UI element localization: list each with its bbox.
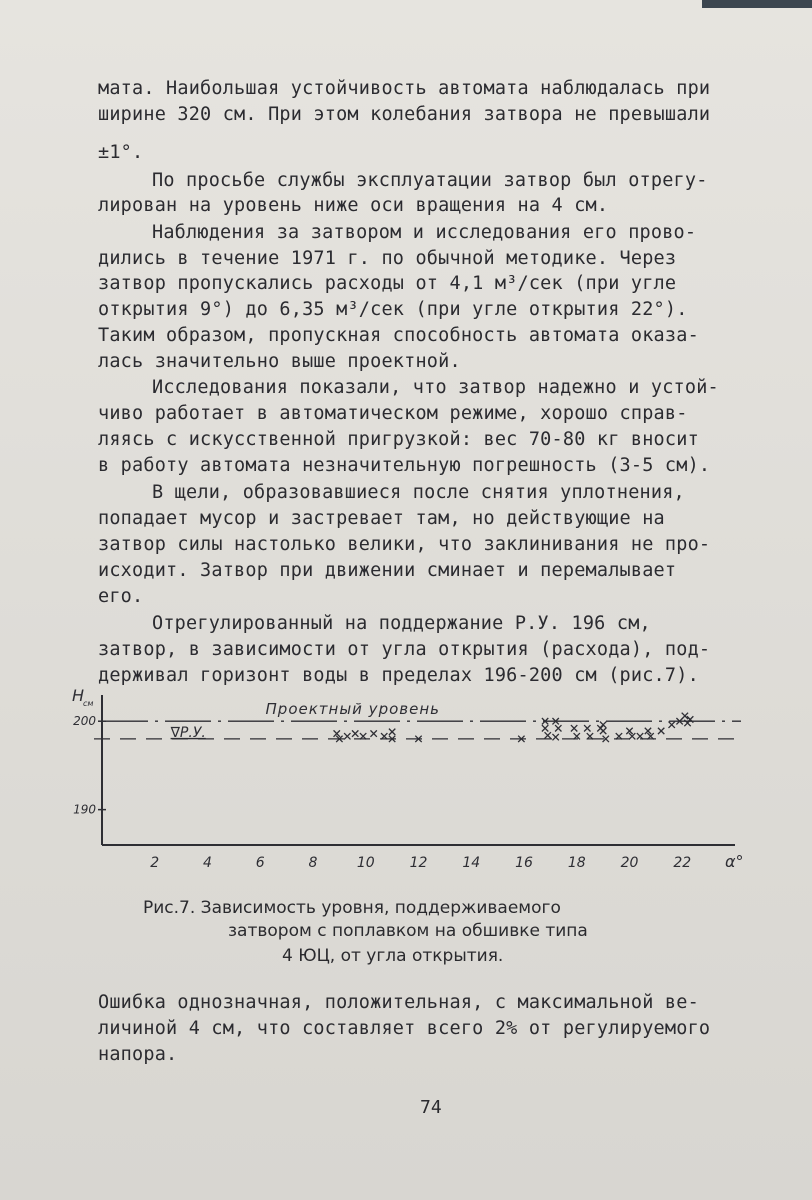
text-line: Отрегулированный на поддержание Р.У. 196 см, bbox=[152, 613, 651, 634]
x-tick-label: 6 bbox=[255, 855, 265, 871]
text-line: попадает мусор и застревает там, но действующие на bbox=[98, 508, 665, 529]
data-point-x-marker bbox=[370, 730, 376, 736]
design-level-label: Проектный уровень bbox=[265, 700, 440, 719]
y-axis-label-unit: см bbox=[83, 699, 94, 708]
figure-caption-line-3: 4 ЮЦ, от угла открытия. bbox=[282, 946, 504, 966]
x-tick-label: 2 bbox=[150, 855, 160, 871]
text-line: открытия 9°) до 6,35 м³/сек (при угле открытия 22°). bbox=[98, 299, 688, 320]
figure-caption-line-2: затвором с поплавком на обшивке типа bbox=[228, 921, 588, 941]
text-line: напора. bbox=[98, 1044, 178, 1065]
text-line: Таким образом, пропускная способность автомата оказа- bbox=[98, 325, 699, 346]
text-line: личиной 4 см, что составляет всего 2% от регулируемого bbox=[98, 1018, 711, 1039]
text-line: затвор силы настолько велики, что заклинивания не про- bbox=[98, 534, 711, 555]
data-point-x-marker bbox=[344, 733, 350, 739]
page-corner-shadow bbox=[702, 0, 812, 8]
data-point-x-marker bbox=[600, 728, 606, 734]
data-point-x-marker bbox=[555, 725, 561, 731]
text-line: дились в течение 1971 г. по обычной методике. Через bbox=[98, 248, 677, 269]
x-tick-label: 10 bbox=[356, 855, 375, 871]
text-line: держивал горизонт воды в пределах 196-200 см (рис.7). bbox=[98, 665, 699, 686]
data-point-x-marker bbox=[682, 713, 688, 719]
text-line: исходит. Затвор при движении сминает и перемалывает bbox=[98, 560, 677, 581]
text-line: Наблюдения за затвором и исследования его прово- bbox=[152, 222, 697, 243]
text-line: ляясь с искусственной пригрузкой: вес 70-80 кг вносит bbox=[98, 429, 699, 450]
x-tick-label: 14 bbox=[462, 855, 481, 871]
text-line: Исследования показали, что затвор надежно и устой- bbox=[152, 377, 719, 398]
text-line: чиво работает в автоматическом режиме, хорошо справ- bbox=[98, 403, 688, 424]
x-tick-label: 16 bbox=[515, 855, 533, 871]
y-axis-label: H bbox=[72, 686, 85, 705]
figure-caption-line-1: Рис.7. Зависимость уровня, поддерживаемого bbox=[143, 898, 561, 918]
data-point-x-marker bbox=[545, 732, 551, 738]
data-point-x-marker bbox=[571, 725, 577, 731]
data-point-x-marker bbox=[584, 725, 590, 731]
x-tick-label: 12 bbox=[409, 855, 428, 871]
x-tick-label: 22 bbox=[673, 855, 692, 871]
x-axis-label: α° bbox=[725, 852, 744, 871]
regulated-level-label: ∇Р.У. bbox=[170, 724, 206, 741]
text-line: ширине 320 см. При этом колебания затвора не превышали bbox=[98, 104, 711, 125]
y-tick-label: 200 bbox=[73, 714, 96, 729]
text-line: затвор, в зависимости от угла открытия (расхода), под- bbox=[98, 639, 711, 660]
text-line: затвор пропускались расходы от 4,1 м³/сек (при угле bbox=[98, 273, 677, 294]
text-line: мата. Наибольшая устойчивость автомата наблюдалась при bbox=[98, 78, 711, 99]
data-point-x-marker bbox=[352, 730, 358, 736]
data-point-x-marker bbox=[669, 722, 675, 728]
data-point-x-marker bbox=[658, 728, 664, 734]
page-number: 74 bbox=[420, 1097, 442, 1118]
text-line: В щели, образовавшиеся после снятия уплотнения, bbox=[152, 482, 685, 503]
level-vs-angle-chart bbox=[60, 665, 780, 880]
data-point-x-marker bbox=[542, 725, 548, 731]
x-tick-label: 18 bbox=[567, 855, 586, 871]
text-line: ±1°. bbox=[98, 142, 144, 163]
x-tick-label: 20 bbox=[620, 855, 639, 871]
data-point-x-marker bbox=[552, 734, 558, 740]
x-tick-label: 8 bbox=[308, 855, 318, 871]
data-point-x-marker bbox=[389, 729, 395, 735]
text-line: лирован на уровень ниже оси вращения на 4 см. bbox=[98, 195, 609, 216]
text-line: лась значительно выше проектной. bbox=[98, 351, 461, 372]
text-line: его. bbox=[98, 586, 144, 607]
text-line: По просьбе службы эксплуатации затвор был отрегу- bbox=[152, 170, 708, 191]
text-line: в работу автомата незначительную погрешность (3-5 см). bbox=[98, 455, 711, 476]
x-tick-label: 4 bbox=[203, 855, 212, 871]
text-line: Ошибка однозначная, положительная, с максимальной ве- bbox=[98, 992, 699, 1013]
y-tick-label: 190 bbox=[73, 802, 96, 817]
data-point-x-marker bbox=[600, 722, 606, 728]
